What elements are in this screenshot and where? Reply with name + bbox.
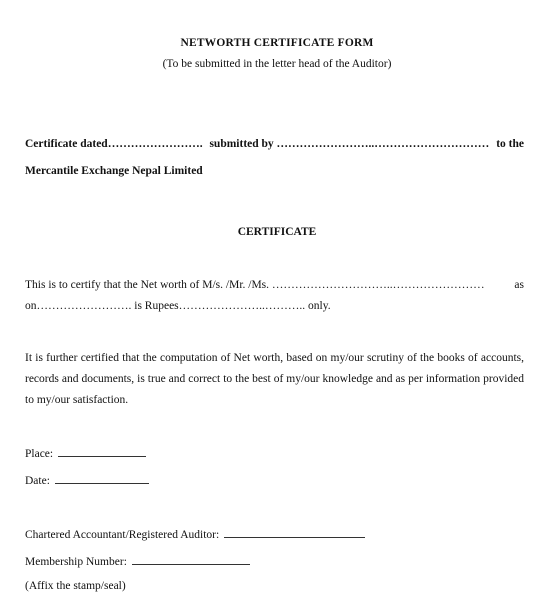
paragraph2: It is further certified that the computation of Net worth, based on my/our scrutiny of the books of accounts, records and documents, is true and correct to the best of my/our knowledge and as per information provided to my/our satisfaction. <box>25 352 524 406</box>
membership-label: Membership Number: <box>25 556 127 568</box>
place-field <box>25 446 146 460</box>
paragraph1-line1-text: This is to certify that the Net worth of M/s. /Mr. /Ms. …………………………..…………………… <box>25 279 485 291</box>
paragraph1-line1 <box>25 279 524 291</box>
membership-field <box>25 554 250 568</box>
certificate-dated-label: Certificate dated……………………. <box>25 138 203 150</box>
to-the-label: to the <box>496 138 524 150</box>
place-label: Place: <box>25 448 54 460</box>
form-subtitle: (To be submitted in the letter head of the Auditor) <box>162 58 392 70</box>
paragraph1-line2: on……………………. is Rupees…………………..……….. only. <box>25 300 331 312</box>
form-title: NETWORTH CERTIFICATE FORM <box>180 37 374 49</box>
submitted-by-label: submitted by ……………………..………………………… <box>209 138 490 150</box>
date-label: Date: <box>25 475 50 487</box>
date-field <box>25 473 149 487</box>
section-heading: CERTIFICATE <box>237 226 317 238</box>
ca-field <box>25 527 365 541</box>
membership-input-line[interactable] <box>132 554 250 565</box>
affix-note: (Affix the stamp/seal) <box>25 580 126 592</box>
place-input-line[interactable] <box>58 446 146 457</box>
date-input-line[interactable] <box>55 473 149 484</box>
recipient-name: Mercantile Exchange Nepal Limited <box>25 165 203 177</box>
paragraph1-line1-end: as <box>514 279 524 291</box>
ca-input-line[interactable] <box>224 527 365 538</box>
certificate-dated-line <box>25 138 524 150</box>
ca-label: Chartered Accountant/Registered Auditor: <box>25 529 220 541</box>
